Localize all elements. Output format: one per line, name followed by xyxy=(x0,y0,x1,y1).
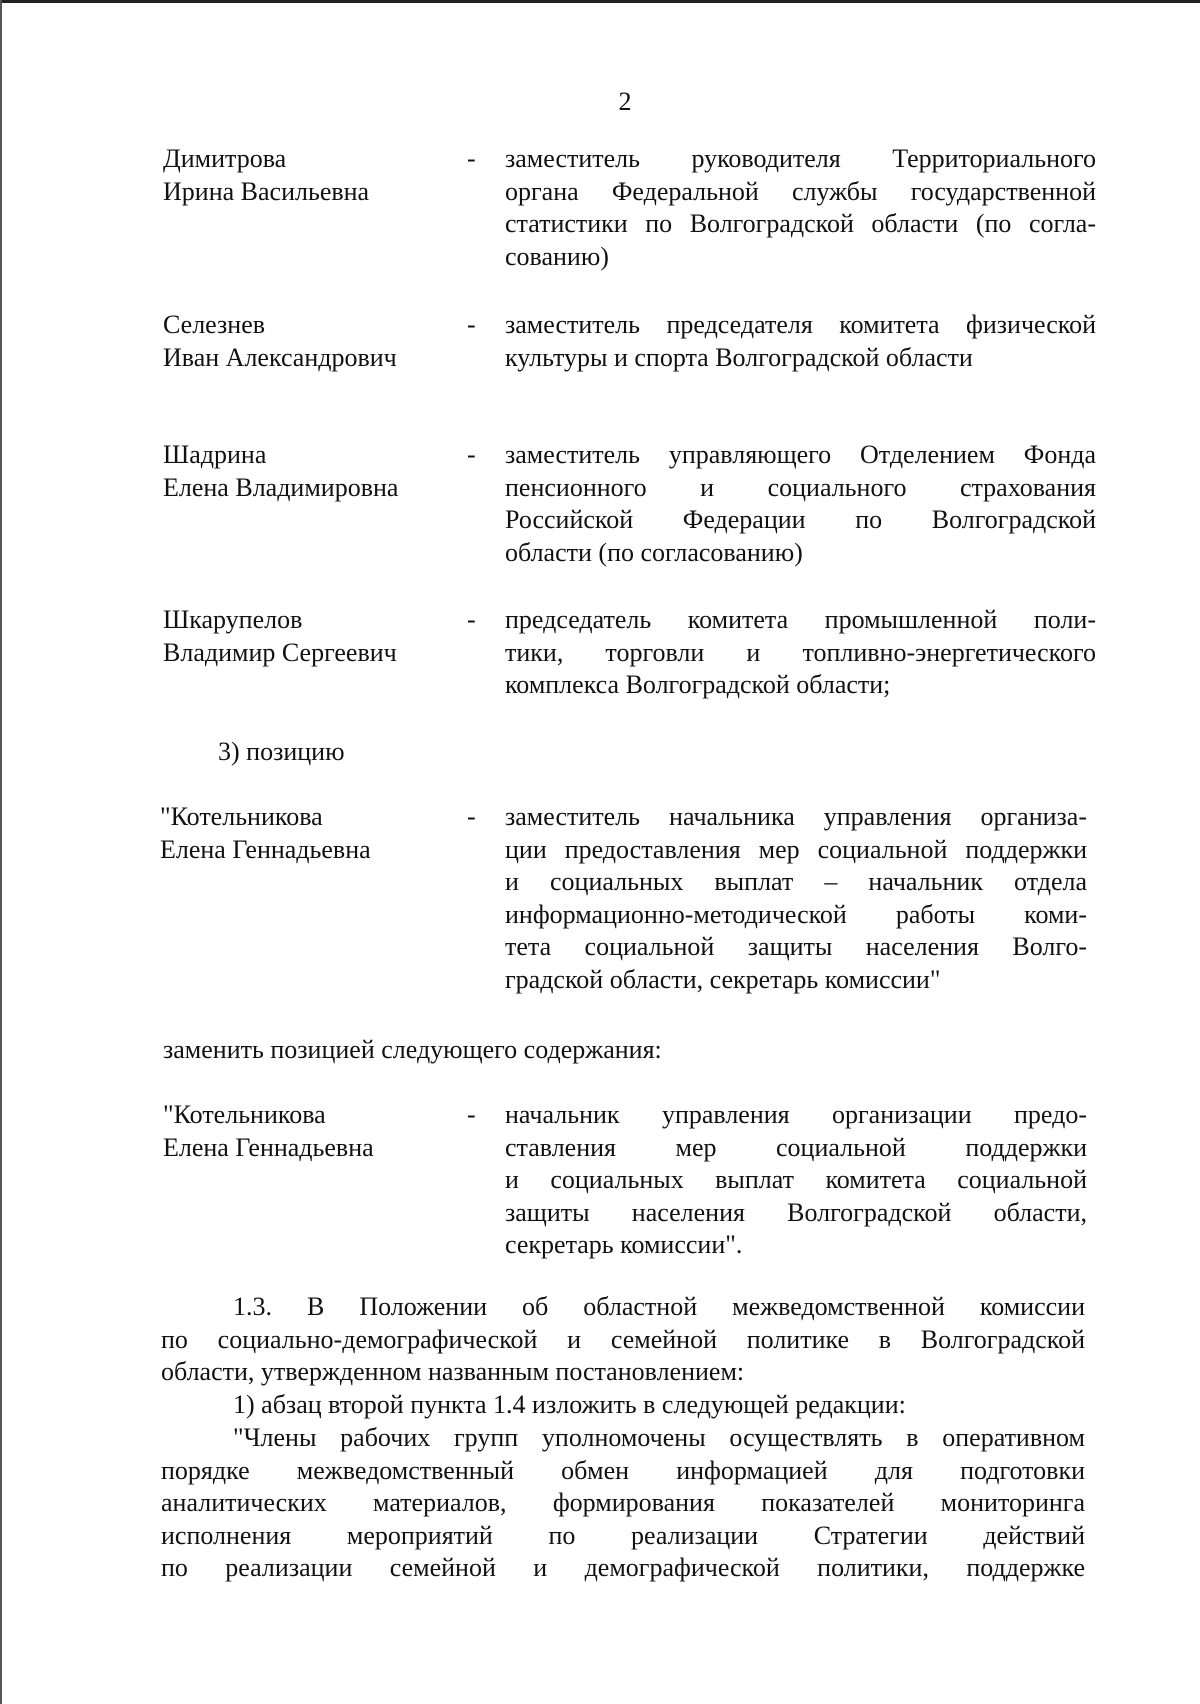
paragraph-line: аналитических материалов, формирования показателей мониторинга xyxy=(161,1488,1085,1518)
dash: - xyxy=(467,144,476,173)
member-given-name: Иван Александрович xyxy=(163,342,397,372)
quoted-paragraph xyxy=(161,1422,1085,1585)
member-position xyxy=(505,439,1096,569)
member-given-name: Елена Владимировна xyxy=(163,472,399,502)
member-name xyxy=(163,1099,453,1164)
position-line: заместитель председателя комитета физической xyxy=(505,310,1096,339)
member-surname: Шадрина xyxy=(163,440,267,469)
position-line: информационно-методической работы коми- xyxy=(505,899,1087,929)
member-name xyxy=(163,439,453,504)
position-line: заместитель управляющего Отделением Фонда xyxy=(505,440,1096,469)
position-line: начальник управления организации предо- xyxy=(505,1100,1087,1129)
position-line: и социальных выплат – начальник отдела xyxy=(505,867,1087,897)
scan-top-edge xyxy=(0,0,1200,3)
position-line: секретарь комиссии". xyxy=(505,1230,743,1260)
position-line: заместитель начальника управления организа- xyxy=(505,802,1087,831)
member-position xyxy=(505,143,1096,273)
member-given-name: Ирина Васильевна xyxy=(163,176,370,206)
member-surname: "Котельникова xyxy=(160,802,323,831)
member-given-name: Елена Геннадьевна xyxy=(163,1132,374,1162)
position-line: культуры и спорта Волгоградской области xyxy=(505,342,973,372)
paragraph-line: "Члены рабочих групп уполномочены осуществлять в оперативном xyxy=(233,1423,1085,1452)
member-name xyxy=(160,801,450,866)
item-3-label: 3) позицию xyxy=(218,737,345,766)
dash: - xyxy=(467,1100,476,1129)
paragraph-line: по реализации семейной и демографической политики, поддержке xyxy=(161,1553,1085,1583)
position-line: Российской Федерации по Волгоградской xyxy=(505,505,1096,535)
member-position xyxy=(505,801,1087,997)
paragraph-line: порядке межведомственный обмен информацией для подготовки xyxy=(161,1455,1085,1485)
position-line: председатель комитета промышленной поли- xyxy=(505,605,1096,634)
member-name xyxy=(163,309,453,374)
member-position xyxy=(505,604,1096,702)
position-line: тета социальной защиты населения Волго- xyxy=(505,932,1087,962)
paragraph-line: исполнения мероприятий по реализации Стратегии действий xyxy=(161,1520,1085,1550)
member-name xyxy=(163,604,453,669)
position-line: области (по согласованию) xyxy=(505,537,803,567)
member-given-name: Елена Геннадьевна xyxy=(160,834,371,864)
dash: - xyxy=(467,440,476,469)
paragraph-line: области, утвержденном названным постановлением: xyxy=(161,1357,745,1387)
position-line: комплекса Волгоградской области; xyxy=(505,670,891,700)
position-line: ции предоставления мер социальной поддержки xyxy=(505,834,1087,864)
member-given-name: Владимир Сергеевич xyxy=(163,637,397,667)
page-number: 2 xyxy=(618,87,632,116)
position-line: сованию) xyxy=(505,241,609,271)
dash: - xyxy=(467,605,476,634)
member-surname: "Котельникова xyxy=(163,1100,326,1129)
paragraph-line: по социально-демографической и семейной политике в Волгоградской xyxy=(161,1324,1085,1354)
member-surname: Шкарупелов xyxy=(163,605,303,634)
position-line: органа Федеральной службы государственной xyxy=(505,176,1096,206)
replace-instruction: заменить позицией следующего содержания: xyxy=(163,1035,662,1064)
paragraph-line: 1.3. В Положении об областной межведомственной комиссии xyxy=(233,1292,1085,1321)
dash: - xyxy=(467,310,476,339)
position-line: пенсионного и социального страхования xyxy=(505,472,1096,502)
dash: - xyxy=(467,802,476,831)
member-name xyxy=(163,143,453,208)
position-line: тики, торговли и топливно-энергетического xyxy=(505,637,1096,667)
position-line: заместитель руководителя Территориального xyxy=(505,144,1096,173)
member-surname: Селезнев xyxy=(163,310,266,339)
scan-left-edge xyxy=(0,0,2,1704)
position-line: и социальных выплат комитета социальной xyxy=(505,1165,1087,1195)
member-position xyxy=(505,1099,1087,1262)
subitem-1: 1) абзац второй пункта 1.4 изложить в следующей редакции: xyxy=(233,1390,906,1419)
member-position xyxy=(505,309,1096,374)
member-surname: Димитрова xyxy=(163,144,287,173)
section-1-3 xyxy=(161,1291,1085,1389)
position-line: ставления мер социальной поддержки xyxy=(505,1132,1087,1162)
position-line: защиты населения Волгоградской области, xyxy=(505,1197,1087,1227)
position-line: статистики по Волгоградской области (по согла- xyxy=(505,209,1096,239)
position-line: градской области, секретарь комиссии" xyxy=(505,964,941,994)
